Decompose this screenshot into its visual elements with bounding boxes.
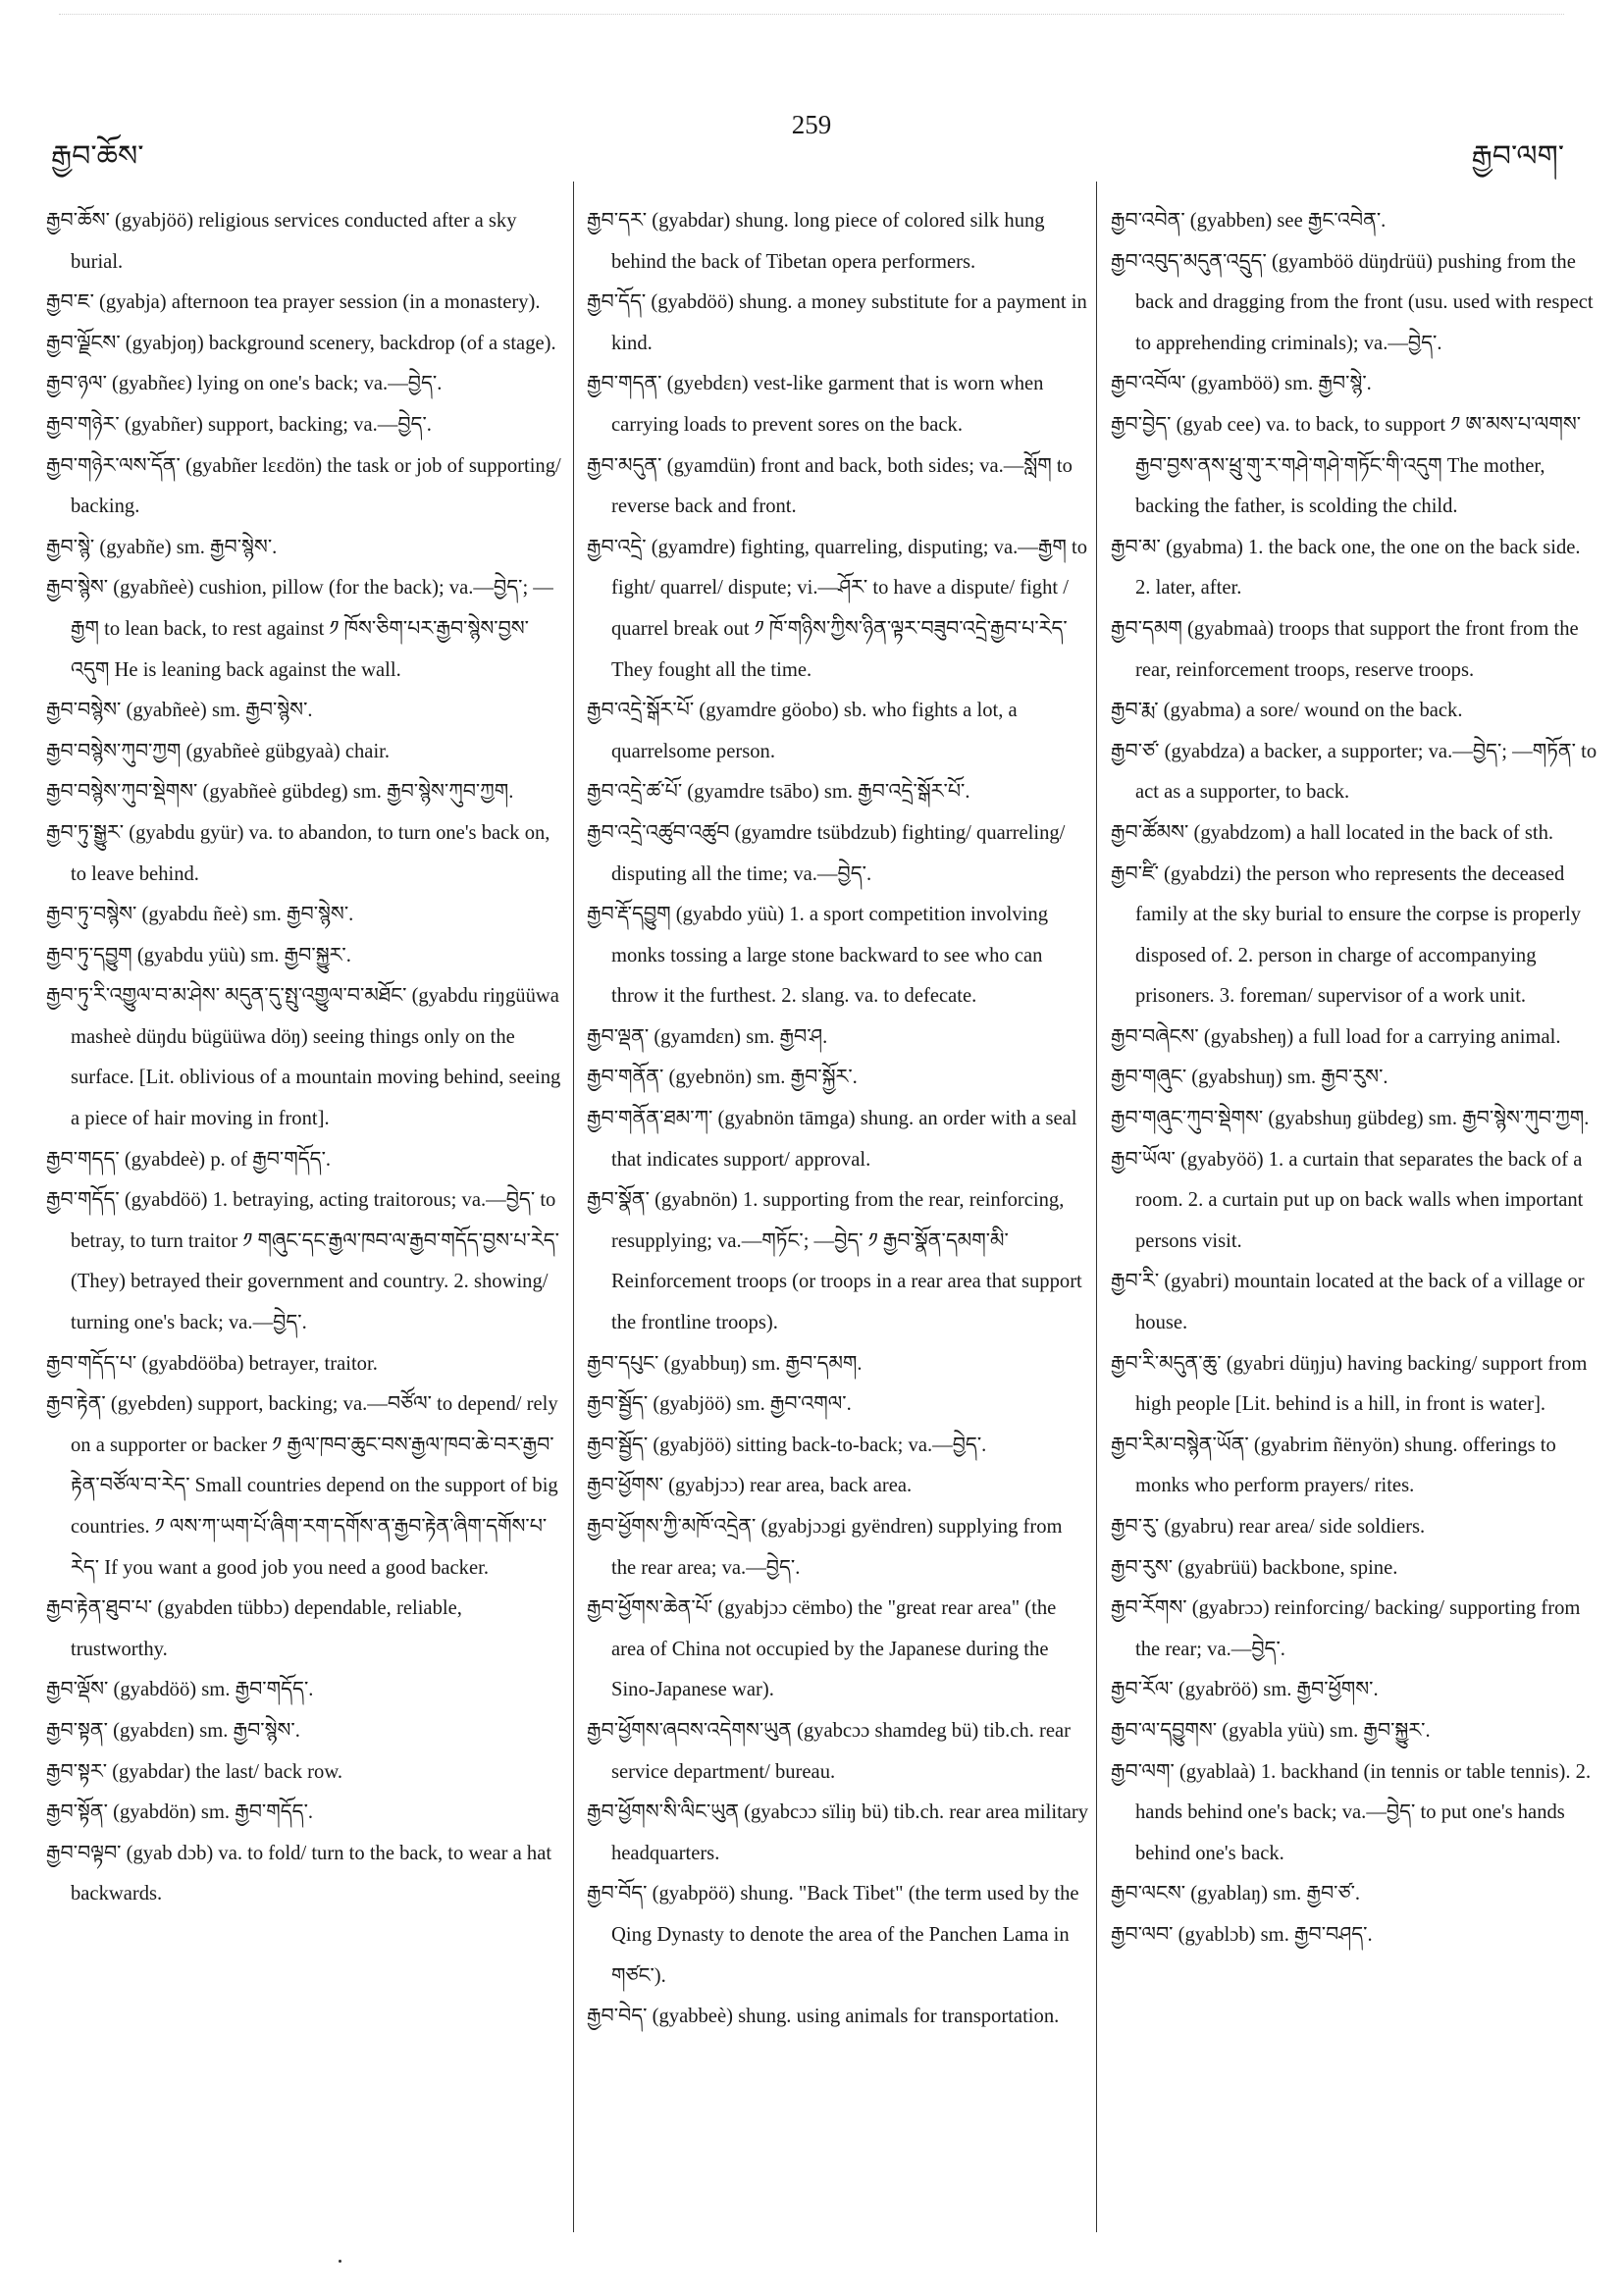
dictionary-entry: རྒྱབ་སྟན་ (gyabdɛn) sm. རྒྱབ་སྙེས་. [46,1719,300,1742]
dictionary-entry: རྒྱབ་གཞུང་ཀུབ་སྡེགས་ (gyabshuŋ gübdeg) sm. རྒྱབ་སྙེས་ཀུབ་ཀྱག. [1111,1108,1590,1130]
dictionary-entry: རྒྱབ་རྨ་ (gyabma) a sore/ wound on the back. [1111,700,1463,722]
dictionary-entry: རྒྱབ་དོད་ (gyabdöö) shung. a money substitute for a payment in kind. [587,291,1087,354]
dictionary-entry: རྒྱབ་རི་མདུན་ཆུ་ (gyabri düŋju) having backing/ support from high people [Lit. behind is a hill, in front is water]. [1111,1352,1588,1416]
dictionary-entry: རྒྱབ་གནོན་ཐམ་ཀ་ (gyabnön tāmga) shung. an order with a seal that indicates support/ approval. [587,1108,1077,1171]
dictionary-entry: རྒྱབ་ཏུ་རི་འགྱུལ་བ་མ་ཤེས་ མདུན་དུ་སྤུ་འགྱུལ་བ་མཐོང་ (gyabdu riŋgüüwa masheè düŋdu bügüüwa döŋ) seeing things only on the surface. [Lit. oblivious of a mountain moving behind, seeing a piece of hair moving in front]. [46,985,561,1130]
dictionary-entry: རྒྱབ་བསྙེས་ (gyabñeè) sm. རྒྱབ་སྙེས་. [46,700,313,722]
running-head-right: རྒྱབ་ལག་ [1471,140,1564,173]
dictionary-entry: རྒྱབ་ཉལ་ (gyabñeɛ) lying on one's back; va.—བྱེད་. [46,373,443,395]
dictionary-entry: རྒྱབ་གཉེར་ལས་དོན་ (gyabñer lɛɛdön) the task or job of supporting/ backing. [46,454,561,518]
dictionary-entry: རྒྱབ་རོགས་ (gyabrɔɔ) reinforcing/ backing/ supporting from the rear; va.—བྱེད་. [1111,1597,1581,1660]
scan-speck [339,2260,341,2263]
dictionary-entry: རྒྱབ་འདྲེ་སྒོར་པོ་ (gyamdre göobo) sb. who fights a lot, a quarrelsome person. [587,700,1018,762]
dictionary-entry: རྒྱབ་རུ་ (gyabru) rear area/ side soldiers. [1111,1516,1426,1538]
running-head-left: རྒྱབ་ཆོས་ [51,140,144,173]
dictionary-entry: རྒྱབ་གདན་ (gyebdɛn) vest-like garment that is worn when carrying loads to prevent sores on the back. [587,373,1044,436]
dictionary-entry: རྒྱབ་ཕྱོགས་ཀྱི་མཁོ་འདྲེན་ (gyabjɔɔgi gyëndren) supplying from the rear area; va.—བྱེད་. [587,1516,1063,1579]
dictionary-entry: རྒྱབ་བསྙེས་ཀུབ་སྡེགས་ (gyabñeè gübdeg) sm. རྒྱབ་སྙེས་ཀུབ་ཀྱག. [46,781,514,804]
dictionary-column-2 [587,201,1089,2038]
dictionary-entry: རྒྱབ་སྦྱོད་ (gyabjöö) sm. རྒྱབ་འགལ་. [587,1393,852,1416]
dictionary-entry: རྒྱབ་རྡོ་དབྱུག (gyabdo yüù) 1. a sport competition involving monks tossing a large stone backward to see who can throw it the furthest. 2. slang. va. to defecate. [587,904,1048,1008]
dictionary-column-3 [1111,201,1597,1957]
dictionary-column-1 [46,201,562,1915]
dictionary-entry: རྒྱབ་ཕྱོགས་ (gyabjɔɔ) rear area, back area. [587,1475,913,1497]
dictionary-entry: རྒྱབ་ཏུ་དབྱུག (gyabdu yüù) sm. རྒྱབ་སྐྱུར་. [46,944,351,966]
dictionary-entry: རྒྱབ་ལངས་ (gyablaŋ) sm. རྒྱབ་ཙ་. [1111,1883,1361,1905]
dictionary-entry: རྒྱབ་ཕྱོགས་སི་ལིང་ཡུན (gyabcɔɔ sïliŋ bü) tib.ch. rear area military headquarters. [587,1801,1089,1864]
dictionary-entry: རྒྱབ་བཞེངས་ (gyabsheŋ) a full load for a carrying animal. [1111,1025,1561,1048]
dictionary-entry: རྒྱབ་རུས་ (gyabrüü) backbone, spine. [1111,1556,1398,1579]
dictionary-entry: རྒྱབ་མ་ (gyabma) 1. the back one, the one on the back side. 2. later, after. [1111,536,1581,600]
dictionary-entry: རྒྱབ་ཙ་ (gyabdza) a backer, a supporter; va.—བྱེད་; —གཏོན་ to act as a supporter, to back. [1111,740,1597,804]
dictionary-entry: རྒྱབ་དཔུང་ (gyabbuŋ) sm. རྒྱབ་དམག. [587,1352,863,1375]
dictionary-entry: རྒྱབ་སྟར་ (gyabdar) the last/ back row. [46,1760,343,1783]
column-rule-1 [573,182,574,2232]
dictionary-entry: རྒྱབ་ལྡན་ (gyamdɛn) sm. རྒྱབ་ཤ. [587,1025,828,1048]
dictionary-entry: རྒྱབ་ལྡོས་ (gyabdöö) sm. རྒྱབ་གདོད་. [46,1679,314,1701]
dictionary-entry: རྒྱབ་དམག (gyabmaà) troops that support the front from the rear, reinforcement troops, reserve troops. [1111,617,1579,681]
dictionary-entry: རྒྱབ་འདྲེ་འཚུབ་འཚུབ (gyamdre tsübdzub) fighting/ quarreling/ disputing all the time; va.—བྱེད་. [587,821,1066,885]
dictionary-entry: རྒྱབ་ལག་ (gyablaà) 1. backhand (in tennis or table tennis). 2. hands behind one's back; va.—བྱེད་ to put one's hands behind one's back. [1111,1760,1592,1864]
dictionary-entry: རྒྱབ་བོད་ (gyabpöö) shung. "Back Tibet" (the term used by the Qing Dynasty to denote the area of the Panchen Lama in གཙང་). [587,1883,1079,1987]
dictionary-entry: རྒྱབ་ལ་དབྱུགས་ (gyabla yüù) sm. རྒྱབ་སྐྱུར་. [1111,1719,1431,1742]
dictionary-entry: རྒྱབ་དར་ (gyabdar) shung. long piece of colored silk hung behind the back of Tibetan opera performers. [587,210,1045,273]
dictionary-entry: རྒྱབ་ལབ་ (gyablɔb) sm. རྒྱབ་བཤད་. [1111,1923,1373,1946]
dictionary-entry: རྒྱབ་སྙེས་ (gyabñeè) cushion, pillow (for the back); va.—བྱེད་; —རྒྱག to lean back, to rest against ༡ ཁོས་ཅིག་པར་རྒྱབ་སྙེས་བྱས་འདུག He is leaning back against the wall. [46,577,553,681]
scan-edge-line [59,14,1564,15]
dictionary-entry: རྒྱབ་གནོན་ (gyebnön) sm. རྒྱབ་སྐྱོར་. [587,1067,858,1089]
dictionary-entry: རྒྱབ་ཇ་ (gyabja) afternoon tea prayer session (in a monastery). [46,291,541,314]
dictionary-entry: རྒྱབ་འབེན་ (gyabben) see རྒྱང་འབེན་. [1111,210,1387,232]
dictionary-entry: རྒྱབ་སྙེ་ (gyabñe) sm. རྒྱབ་སྙེས་. [46,536,278,558]
dictionary-entry: རྒྱབ་ཏུ་སྒྱུར་ (gyabdu gyür) va. to abandon, to turn one's back on, to leave behind. [46,821,550,885]
dictionary-entry: རྒྱབ་ཛི་ (gyabdzi) the person who represents the deceased family at the sky burial to ensure the corpse is properly disposed of. 2. person in charge of accompanying prisoners. 3. foreman/ supervisor of a work unit. [1111,862,1582,1008]
dictionary-entry: རྒྱབ་གདད་ (gyabdeè) p. of རྒྱབ་གདོད་. [46,1148,332,1171]
dictionary-entry: རྒྱབ་འདྲེ་ཚ་པོ་ (gyamdre tsābo) sm. རྒྱབ་འདྲེ་སྒོར་པོ་. [587,781,970,804]
dictionary-entry: རྒྱབ་སྟོན་ (gyabdön) sm. རྒྱབ་གདོད་. [46,1801,314,1824]
dictionary-entry: རྒྱབ་བྱེད་ (gyab cee) va. to back, to support ༡ ཨ་མས་པ་ལགས་རྒྱབ་བྱས་ནས་ཕྲུ་གུ་ར་གཤེ་གཤེ་གཏོང་གི་འདུག The mother, backing the father, is scolding the child. [1111,413,1582,518]
dictionary-entry: རྒྱབ་རྟེན་ཐུབ་པ་ (gyabden tübbɔ) dependable, reliable, trustworthy. [46,1597,462,1660]
dictionary-entry: རྒྱབ་བལྟབ་ (gyab dɔb) va. to fold/ turn to the back, to wear a hat backwards. [46,1842,552,1905]
dictionary-entry: རྒྱབ་སྦྱོད་ (gyabjöö) sitting back-to-back; va.—བྱེད་. [587,1434,987,1456]
dictionary-entry: རྒྱབ་གདོད་ (gyabdöö) 1. betraying, acting traitorous; va.—བྱེད་ to betray, to turn traitor ༡ གཞུང་དང་རྒྱལ་ཁབ་ལ་རྒྱབ་གདོད་བྱས་པ་རེད་ (They) betrayed their government and country. 2. showing/ turning one's back; va.—བྱེད་. [46,1189,559,1334]
dictionary-entry: རྒྱབ་འབུད་མདུན་འདྲུད་ (gyamböö düŋdrüü) pushing from the back and dragging from the front (usu. used with respect to apprehending criminals); va.—བྱེད་. [1111,250,1594,354]
dictionary-entry: རྒྱབ་རི་ (gyabri) mountain located at the back of a village or house. [1111,1271,1585,1334]
dictionary-entry: རྒྱབ་མདུན་ (gyamdün) front and back, both sides; va.—སློག to reverse back and front. [587,454,1073,518]
dictionary-entry: རྒྱབ་ལྗོངས་ (gyabjoŋ) background scenery, backdrop (of a stage). [46,332,556,354]
dictionary-entry: རྒྱབ་འབོལ་ (gyamböö) sm. རྒྱབ་སྙེ་. [1111,373,1372,395]
column-rule-2 [1096,182,1097,2232]
dictionary-entry: རྒྱབ་གདོད་པ་ (gyabdööba) betrayer, traitor. [46,1352,378,1375]
dictionary-entry: རྒྱབ་འདྲེ་ (gyamdre) fighting, quarreling, disputing; va.—རྒྱག to fight/ quarrel/ dispute; vi.—ཤོར་ to have a dispute/ fight / quarrel break out ༡ ཁོ་གཉིས་ཀྱིས་ཉིན་ལྟར་བཟུབ་འདྲེ་རྒྱབ་པ་རེད་ They fought all the time. [587,536,1087,681]
dictionary-entry: རྒྱབ་བསྙེས་ཀུབ་ཀྱག (gyabñeè gübgyaà) chair. [46,740,391,762]
dictionary-entry: རྒྱབ་རོལ་ (gyabröö) sm. རྒྱབ་ཕྱོགས་. [1111,1679,1379,1701]
dictionary-entry: རྒྱབ་སྣོན་ (gyabnön) 1. supporting from the rear, reinforcing, resupplying; va.—གཏོང་; —བྱེད་ ༡ རྒྱབ་སྣོན་དམག་མི་ Reinforcement troops (or troops in a rear area that support the frontline troops). [587,1189,1082,1334]
dictionary-entry: རྒྱབ་ཕྱོགས་ཞབས་འདེགས་ཡུན (gyabcɔɔ shamdeg bü) tib.ch. rear service department/ bureau. [587,1719,1072,1783]
dictionary-entry: རྒྱབ་ཚོམས་ (gyabdzom) a hall located in the back of sth. [1111,821,1554,844]
dictionary-entry: རྒྱབ་ཏུ་བསྙེས་ (gyabdu ñeè) sm. རྒྱབ་སྙེས་. [46,904,354,926]
dictionary-entry: རྒྱབ་རྟེན་ (gyebden) support, backing; va.—བཙོལ་ to depend/ rely on a supporter or backer ༡ རྒྱལ་ཁབ་ཆུང་བས་རྒྱལ་ཁབ་ཆེ་བར་རྒྱབ་རྟེན་བཙོལ་བ་རེད་ Small countries depend on the support of big countries. ༡ ལས་ཀ་ཡག་པོ་ཞིག་རག་དགོས་ན་རྒྱབ་རྟེན་ཞིག་དགོས་པ་རེད་ If you want a good job you need a good backer. [46,1393,558,1579]
page-number: 259 [791,110,832,139]
dictionary-entry: རྒྱབ་གཞུང་ (gyabshuŋ) sm. རྒྱབ་རུས་. [1111,1067,1388,1089]
dictionary-entry: རྒྱབ་ཆོས་ (gyabjöö) religious services conducted after a sky burial. [46,210,517,273]
dictionary-entry: རྒྱབ་ཕྱོགས་ཆེན་པོ་ (gyabjɔɔ cëmbo) the "great rear area" (the area of China not occupied by the Japanese during the Sino-Japanese war). [587,1597,1057,1701]
dictionary-entry: རྒྱབ་ཡོལ་ (gyabyöö) 1. a curtain that separates the back of a room. 2. a curtain put up on back walls when important persons visit. [1111,1148,1584,1252]
dictionary-entry: རྒྱབ་རིམ་བསྙེན་ཡོན་ (gyabrim ñënyön) shung. offerings to monks who perform prayers/ rites. [1111,1434,1556,1497]
dictionary-entry: རྒྱབ་གཉེར་ (gyabñer) support, backing; va.—བྱེད་. [46,413,432,436]
dictionary-entry: རྒྱབ་བེད་ (gyabbeè) shung. using animals for transportation. [587,2006,1060,2028]
